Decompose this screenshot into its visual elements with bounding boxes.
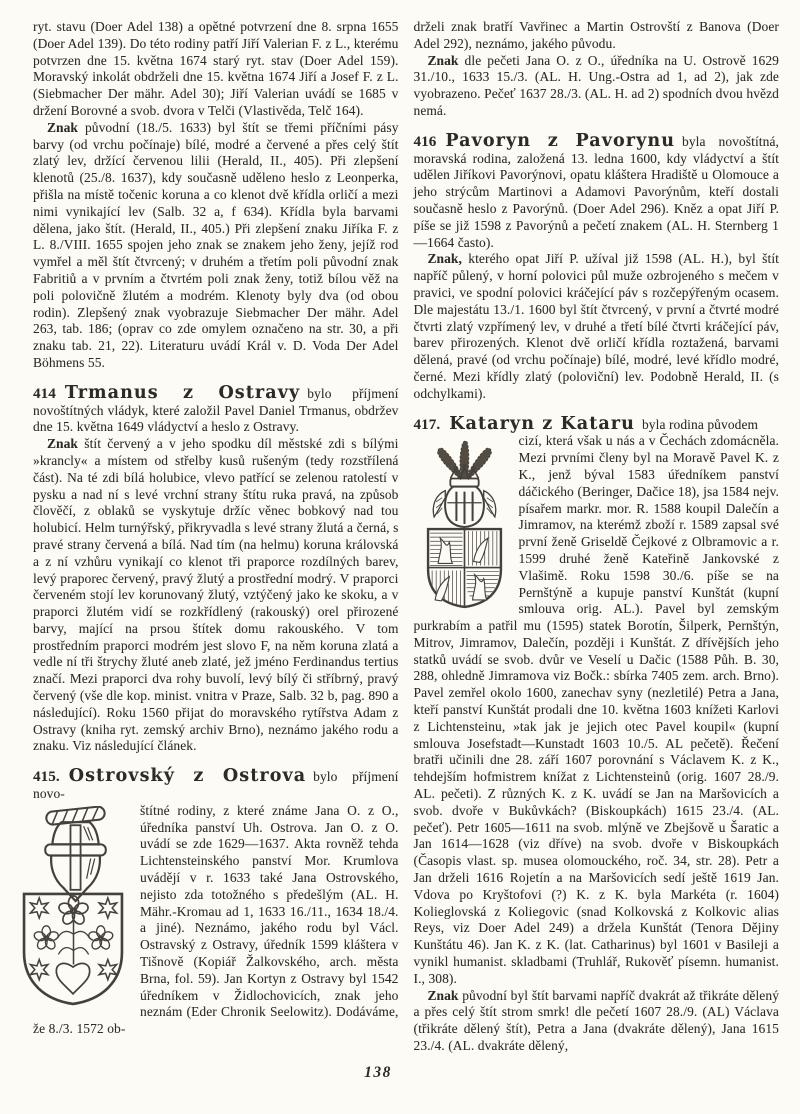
znak-lead-word: Znak [427,987,459,1003]
entry-415-heading-line [33,768,399,803]
entry-intro-text: byla novoštítná, moravská rodina, založená 13. ledna 1600, kdy vládyctví a štít udělen Jiříkovi Pavorýnovi, opatu kláštera Hradiště u Olomouce a jeho strýcům Martinovi a Adamovi Pavorýnům, kteří dostali současně heslo z Pavorýnů. (Doer Adel 296). Kněz a opat Jiří P. píše se již 1598 z Pavorýnů a pečetí znakem (AL. H. Sternberg 1—1664 často). [413,133,779,250]
entry-415-body [33,803,399,1038]
entry-heading-rest: bylo příjmení novo- [33,769,399,802]
paragraph-znak-kataryn [414,988,780,1055]
znak-lead-word: Znak [47,436,79,452]
entry-415-body-text: štítné rodiny, z které známe Jana O. z O., úředníka panství Uh. Ostrova. Jan O. z O. uvádí se zde 1629—1637. Akta rovněž tehda Lichtensteinského panství Mor. Krumlova uvádějí v r. 1633 také Jana Ostrovského, nejisto zda totožného s předešlým (AL. H. Mähr.-Kromau ad 1, 1633 16./11., 1634 18./4. a jiné). Neznámo, jakého rodu byl Václ. Ostravský z Ostravy, úředník 1599 kláštera v Tišnově (Kopiář Žalkovského, arch. města Brna, fol. 59). Jan Kortyn z Ostravy byl 1542 úředníkem v Židlochovicích, znak jeho neznám (Eder Chronik Seelowitz). Dodáváme, že 8./3. 1572 ob- [33,802,399,1037]
ostrovsky-coat-of-arms-illustration [20,806,126,1008]
paragraph-text: štít červený a v jeho spodku díl městské zdi s bílými »krancly« a místem od střelby kusů rušeným (tedy rozstřílená část). Na té zdi bílá holubice, vlevo patřící se zelenou ratolestí v pysku a nad ní s levé vrchní strany štítu ruka pravá, na způsob člověčí, z oblaků se vyskytuje držíc věnec bobkový nad tou holubicí. Helm turnýřský, přikryvadla s levé strany žlutá a černá, s pravé strany červená a bílá. Nad tím (na helmu) koruna královská a z ní vzhůru vynikají co klenot tři praporce rozdílných barev, levý praporec červený, pravý žlutý a prostřední modrý. V praporci červeném stojí lev korunovaný žlutý, vztýčený jako ke skoku, a v praporci žlutém vidí se rozkřídlený (rakouský) orel přirozené barvy, mající na prsou štítek domu rakouského. V tom prostředním praporci modrém jest slovo F, na něm koruna zlatá a vedle ní tři štrychy žluté aneb zlaté, jež jméno Ferdinandus tertius značí. Mezi praporci dva rohy buvolí, levý bílý či stříbrný, pravý červený (vše dle kop. minist. vnitra v Praze, Salb. 32 b, pag. 890 a následující). Roku 1560 přijat do moravského rytířstva Adam z Ostravy (kniha ryt. zemský archiv Brno), neznámo jakého rodu a znaku. Viz následující článek. [33,436,399,754]
entry-417 [413,413,780,988]
entry-heading-rest: byla rodina původem [641,416,759,432]
entry-414 [33,382,399,436]
paragraph-fabritius-continuation: ryt. stavu (Doer Adel 138) a opětné potvrzení dne 8. srpna 1655 (Doer Adel 139). Do této rodiny patří Jiří Valerian F. z L., kterému potvrzen dne 15. května 1674 starý ryt. stav (Doer Adel 159). Moravský inkolát obdrželi dne 15. května 1674 Jiří a Josef F. z L. (Siebmacher Der mähr. Adel 30); Jiří Valerian uvádí se 1685 v držení Borovné a svob. dvora v Telči (Vlastivěda, Telč 164). [33,19,399,118]
entry-number-414: 414 [33,385,56,402]
entry-intro-text: bylo příjmení novoštítných vládyk, které založil Pavel Daniel Trmanus, obdržev dne 15. května 1649 vládyctví a heslo z Ostravy. [33,385,399,435]
paragraph-znak-trmanus [33,436,399,755]
kataryn-coat-of-arms-illustration [423,436,506,610]
entry-number-416: 416 [413,133,437,150]
paragraph-text: dle pečeti Jana O. z O., úředníka na U. Ostrově 1629 31./10., 1633 15./3. (AL. H. Ung.-Ostra ad 1, ad 2), jak zde vyobrazeno. Pečeť 1637 28./3. (AL. H. ad 2) spodních dvou hvězd nemá. [413,52,779,118]
paragraph-znak-fabritius [33,120,399,372]
entry-416 [413,130,780,252]
two-column-text-block [33,19,779,1055]
paragraph-text: kterého opat Jiří P. užíval již 1598 (AL. H.), byl štít napříč půlený, v horní polovici půl muže ozbrojeného s mečem v pravici, ve spodní polovici kráčející páv s rozčepýřeným ocasem. Dle majestátu 13./1. 1600 byl štít čtvrcený, v první a čtvrté modré čtvrti zlatý vzpřímený lev, v druhé a třetí bílé čtvrti kráčející páv, barev přirozených. Klenot dvě orličí křídla roztažená, barvami dělená, pravé (od vrchu počínaje) bílé, modré, levé křídlo modré, černé. Mezi křídly zlatý (poloviční) lev. Podobně Herald, II. (s odchylkami). [413,251,780,401]
entry-title-ostrovsky-z-ostrova: Ostrovský z Ostrova [68,766,307,787]
entry-title-pavoryn-z-pavorynu: Pavoryn z Pavorynu [445,130,676,151]
entry-417-body-text: cizí, která však u nás a v Čechách zdomácněla. Mezi prvními členy byl na Moravě Pavel K. z K., jenž býval 1583 úředníkem panství dáčického (Beringer, Dačice 18), jsa 1584 nejv. písařem markr. mor. R. 1588 koupil Dalečín a Jimramov, na kterémž zboží r. 1589 zapsal své první ženě Griseldě Čejkové z Olbramovic a r. 1599 druhé ženě Kateřině Jankovské z Vlašimě. Roku 1598 30./6. píše se na Pernštýně a kupuje panství Kunštát (kupní smlouva orig. AL.). Pavel byl zemským purkrabím a patřil mu (1595) statek Borotín, Šilperk, Pernštýn, Mitrov, Jimramov, Dalečín, později i Kunštát. Z dřívějších jeho statků uvádí se svob. dvůr ve Veselí u Dačic (1588 Půh. B. 30, 288, ohledně Jimramova viz Bočk.: sbírka 7405 zem. arch. Brno). Pavel zemřel okolo 1600, zanechav syny (nezletilé) Petra a Jana, kteří panství Kunštát prodali dne 10. května 1603 knížeti Karlovi z Lichtensteinu, »tak jak je jejich otec Pavel koupil« (kupní smlouva Josefstadt—Kunstadt 1603 10./5. AL pečetě). Řečení bratři učinili dne 28. září 1607 porovnání s Václavem K. z K., tehdejším hofmistrem knížat z Lichtensteinů (orig. 1607 28./9. AL. pečeti). Z různých K. z K. uvádí se Jan na Maršovicích a svob. dvoře v Bukůvkách? (Biskoupkách) 1615 23./4. (AL. pečeť). Petr 1605—1611 na svob. mlýně ve Zbejšově u Šaratic a Jan 1614—1628 (viz dříve) na svob. dvoře v Biskoupkách (Časopis vlast. sp. musea olomouckého, roč. 34, str. 28). Petr a Jan drželi 1616 Rojetín a na Maršovicích sedí ještě 1619 Jan. Vdova po Kryštofovi (?) K. z K. byla Markéta (r. 1604) Kolieglovská z Koliegovic (snad Kolkovská z Kolkovic alias Reys, viz Doer Adel 249) a držela Kunštát (Tenora Dějiny Kunštátu 46). Jan K. z K. (lat. Catharinus) byl 1601 v Basileji a vynikl humanist. skladbami (Truhlář, Rukověť písemn. humanist. I., 308). [413,433,779,986]
paragraph-ostrovsky-continuation: drželi znak bratří Vavřinec a Martin Ostrovští z Banova (Doer Adel 292), neznámo, jakého původu. [413,19,779,51]
entry-417-heading-line [413,413,780,434]
paragraph-text: původní (18./5. 1633) byl štít se třemi příčními pásy barvy (od vrchu počínaje) bílé, modré a červené a přes celý štít zlatý lev, držící červenou lilii (Herald, II., 405). Při zlepšení klenotů (25./8. 1637), kdy současně uděleno heslo z Leonperka, přišla na místě točenic koruna a co klenot dvě křídla orličí a mezi nimi vynikající lev (Salb. 32 a, f 634). Křídla byla barvami dělena, jako štít. (Herald, II., 405.) Při zlepšení znaku Jiříka F. z L. 8./VIII. 1655 spojen jeho znak se znakem jeho ženy, jejíž rod vymřel a měl štít čtvrcený; v druhém a třetím poli původní znak Fabritiů a v prvním a čtvrtém poli znak ženy, totiž bílou věž na poli polovičně žlutém a modrém. Klenoty byly dva (od obou rodin). Zlepšený znak vyobrazuje Siebmacher Der mähr. Adel 263, tab. 186; (oprav co zde omylem označeno na str. 30, a při znaku tab. 21, 22). Literaturu uvádí Král v. D. Voda Der Adel Böhmens 55. [33,119,399,370]
znak-lead-word: Znak [47,119,79,135]
paragraph-znak-pavoryn [414,251,780,402]
znak-lead-word: Znak [427,52,459,68]
paragraph-text: původní byl štít barvami napříč dvakrát až třikráte dělený a přes celý štít strom smrk! dle pečetí 1607 28./9. (AL) Václava (třikráte dělený štít), Petra a Jana (dvakráte dělený), Jana 1615 23./4. (AL. dvakráte dělený, [413,987,780,1054]
entry-number-415: 415. [33,769,60,786]
znak-lead-word: Znak, [427,251,462,267]
entry-title-trmanus-z-ostravy: Trmanus z Ostravy [64,382,301,403]
entry-415 [33,768,399,1038]
entry-number-417: 417. [413,416,441,433]
page-number: 138 [364,1064,392,1081]
right-column [414,19,780,1055]
left-column [33,19,399,1055]
entry-title-kataryn-z-kataru: Kataryn z Kataru [449,413,635,434]
entry-417-body [414,433,780,987]
paragraph-znak-ostrovsky [414,53,780,120]
